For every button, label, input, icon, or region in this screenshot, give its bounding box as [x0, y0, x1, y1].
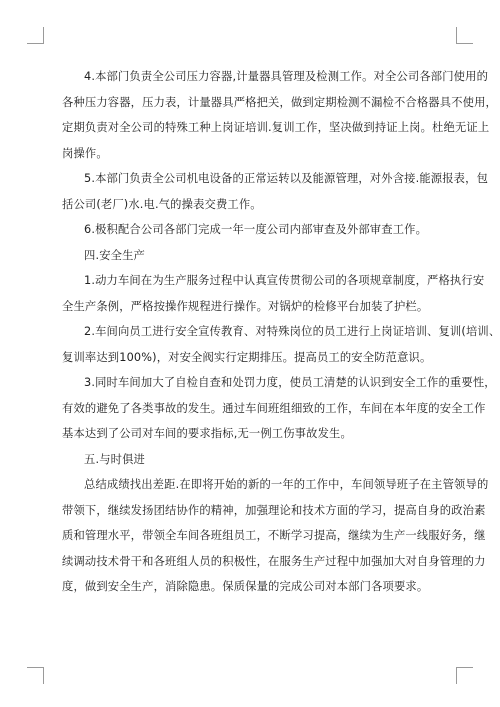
crop-mark-bottom-left — [27, 667, 44, 684]
document-body — [62, 64, 500, 600]
text-line: 岗操作。 — [62, 146, 108, 160]
text-line: 带领下，继续发扬团结协作的精神，加强理论和技术方面的学习，提高自身的政治素 — [62, 503, 486, 517]
text-line: 括公司(老厂)水.电.气的操表交费工作。 — [62, 197, 262, 211]
text-line: 定期负责对全公司的特殊工种上岗证培训.复训工作，坚决做到持证上岗。杜绝无证上 — [62, 121, 490, 134]
text-line: 总结成绩找出差距.在即将开始的新的一年的工作中，车间领导班子在主管领导的 — [84, 478, 489, 491]
text-line: 全生产条例，严格按操作规程进行操作。对锅炉的检修平台加装了护栏。 — [62, 299, 429, 313]
text-line: 1.动力车间在为生产服务过程中认真宣传贯彻公司的各项规章制度，严格执行安 — [84, 274, 485, 287]
crop-mark-bottom-right — [456, 667, 473, 684]
text-line: 3.同时车间加大了自检自查和处罚力度，使员工清楚的认识到安全工作的重要性， — [84, 376, 496, 389]
text-line: 2.车间向员工进行安全宣传教育、对特殊岗位的员工进行上岗证培训、复训(培训、 — [84, 325, 500, 338]
text-line: 复训率达到100%)，对安全阀实行定期排压。提高员工的安全防范意识。 — [62, 350, 432, 364]
crop-mark-top-right — [456, 27, 473, 44]
text-line: 度，做到安全生产，消除隐患。保质保量的完成公司对本部门各项要求。 — [62, 580, 429, 593]
text-line: 4.本部门负责全公司压力容器,计量器具管理及检测工作。对全公司各部门使用的 — [84, 70, 489, 83]
text-line: 续调动技术骨干和各班组人员的积极性，在服务生产过程中加强加大对自身管理的力 — [62, 554, 486, 568]
text-line: 四.安全生产 — [84, 248, 145, 262]
text-line: 质和管理水平，带领全车间各班组员工，不断学习提高，继续为生产一线服好务，继 — [62, 529, 486, 542]
text-line: 有效的避免了各类事故的发生。通过车间班组细致的工作，车间在本年度的安全工作 — [62, 401, 486, 415]
text-line: 五.与时俱进 — [84, 452, 145, 466]
text-line: 各种压力容器，压力表，计量器具严格把关，做到定期检测不漏检不合格器具不使用， — [62, 95, 497, 109]
text-line: 5.本部门负责全公司机电设备的正常运转以及能源管理，对外含接.能源报表，包 — [84, 172, 489, 185]
text-line: 6.极积配合公司各部门完成一年一度公司内部审查及外部审查工作。 — [84, 223, 428, 236]
text-line: 基本达到了公司对车间的要求指标,无一例工伤事故发生。 — [62, 427, 352, 440]
crop-mark-top-left — [27, 27, 44, 44]
